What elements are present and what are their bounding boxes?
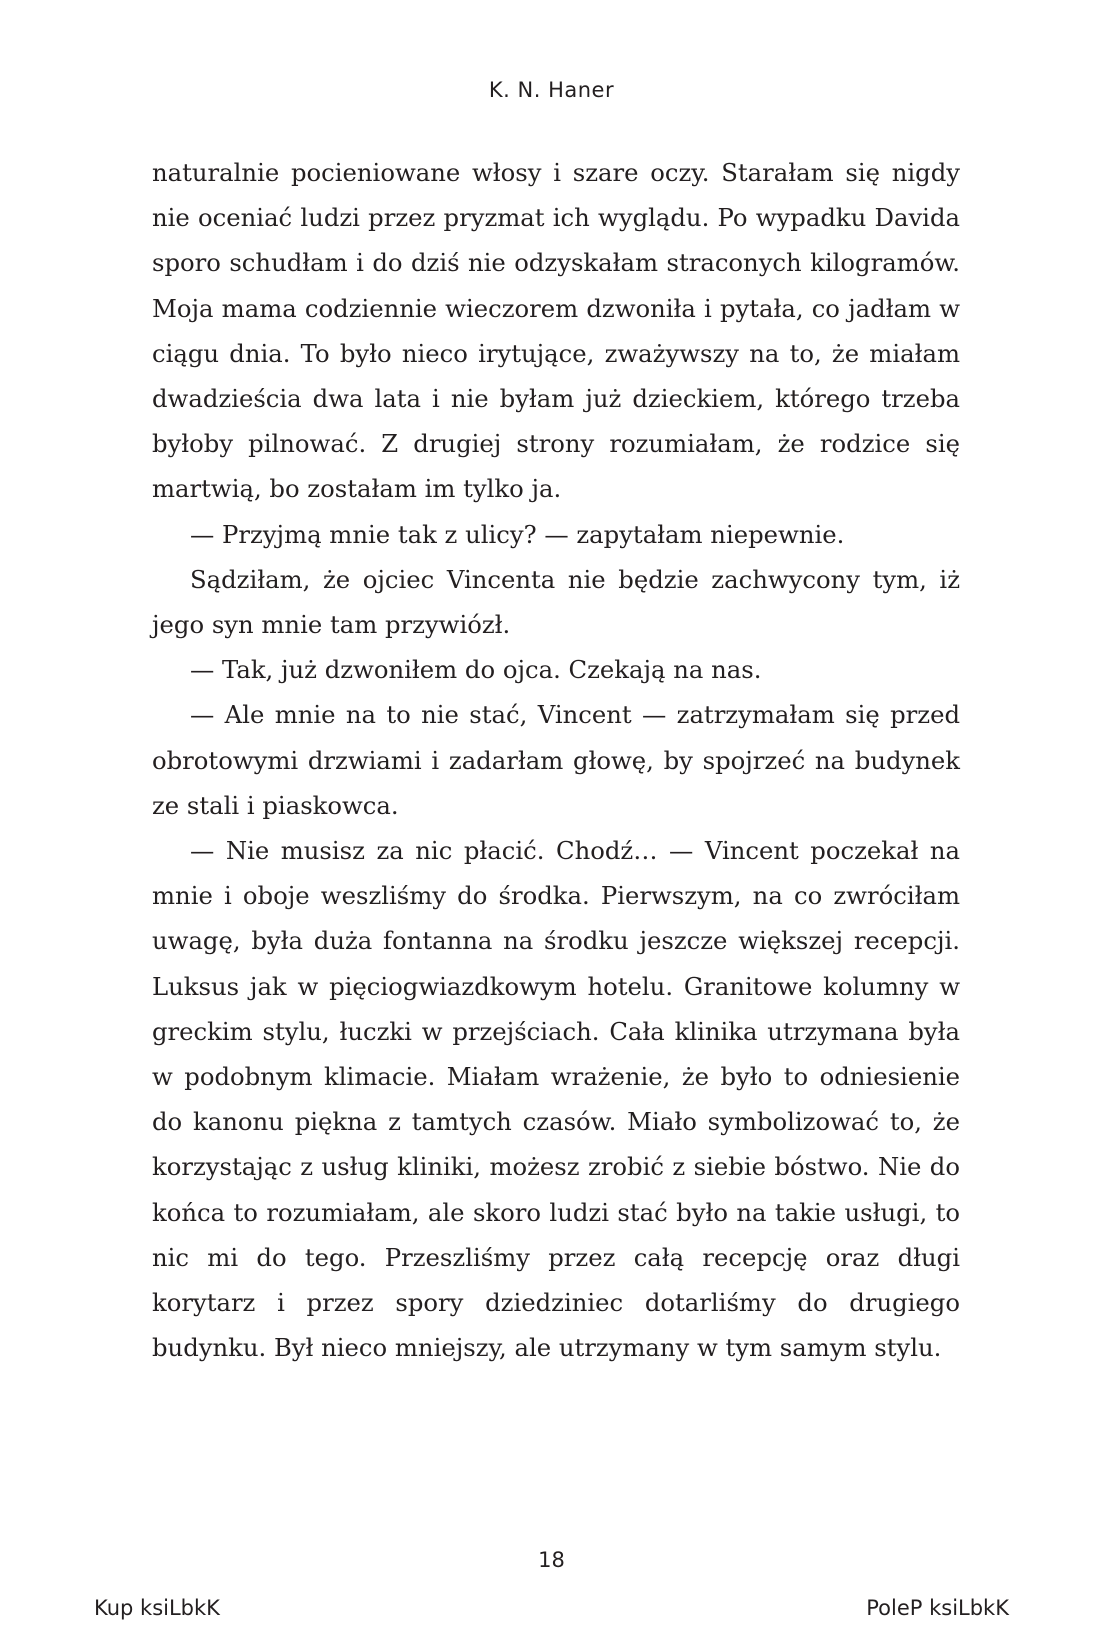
body-text: [152, 150, 960, 1370]
paragraph: — Ale mnie na to nie stać, Vincent — zatrzymałam się przed obrotowymi drzwiami i zadarłam głowę, by spojrzeć na budynek ze stali i piaskowca.: [152, 700, 960, 820]
paragraph: — Tak, już dzwoniłem do ojca. Czekają na nas.: [190, 655, 762, 685]
running-head-author: K. N. Haner: [488, 78, 615, 102]
buy-book-link[interactable]: Kup ksiLbkK: [94, 1596, 220, 1620]
paragraph: — Nie musisz za nic płacić. Chodź… — Vincent poczekał na mnie i oboje weszliśmy do środka. Pierwszym, na co zwróciłam uwagę, była duża fontanna na środku jeszcze większej recepcji. Luksus jak w pięciogwiazdkowym hotelu. Granitowe kolumny w greckim stylu, łuczki w przejściach. Cała klinika utrzymana była w podobnym klimacie. Miałam wrażenie, że było to odniesienie do kanonu piękna z tamtych czasów. Miało symbolizować to, że korzystając z usług kliniki, możesz zrobić z siebie bóstwo. Nie do końca to rozumiałam, ale skoro ludzi stać było na takie usługi, to nic mi do tego. Przeszliśmy przez całą recepcję oraz długi korytarz i przez spory dziedziniec dotarliśmy do drugiego budynku. Był nieco mniejszy, ale utrzymany w tym samym stylu.: [152, 836, 960, 1363]
paragraph: Sądziłam, że ojciec Vincenta nie będzie zachwycony tym, iż jego syn mnie tam przywiózł.: [152, 564, 960, 640]
recommend-book-link[interactable]: PoleP ksiLbkK: [866, 1596, 1009, 1620]
page-number: 18: [538, 1548, 565, 1572]
paragraph: naturalnie pocieniowane włosy i szare oczy. Starałam się nigdy nie oceniać ludzi przez pryzmat ich wyglądu. Po wypadku Davida sporo schudłam i do dziś nie odzyskałam straconych kilogramów. Moja mama codziennie wieczorem dzwoniła i pytała, co jadłam w ciągu dnia. To było nieco irytujące, zważywszy na to, że miałam dwadzieścia dwa lata i nie byłam już dzieckiem, którego trzeba byłoby pilnować. Z drugiej strony rozumiałam, że rodzice się martwią, bo zostałam im tylko ja.: [152, 158, 960, 504]
paragraph: — Przyjmą mnie tak z ulicy? — zapytałam niepewnie.: [190, 519, 845, 549]
